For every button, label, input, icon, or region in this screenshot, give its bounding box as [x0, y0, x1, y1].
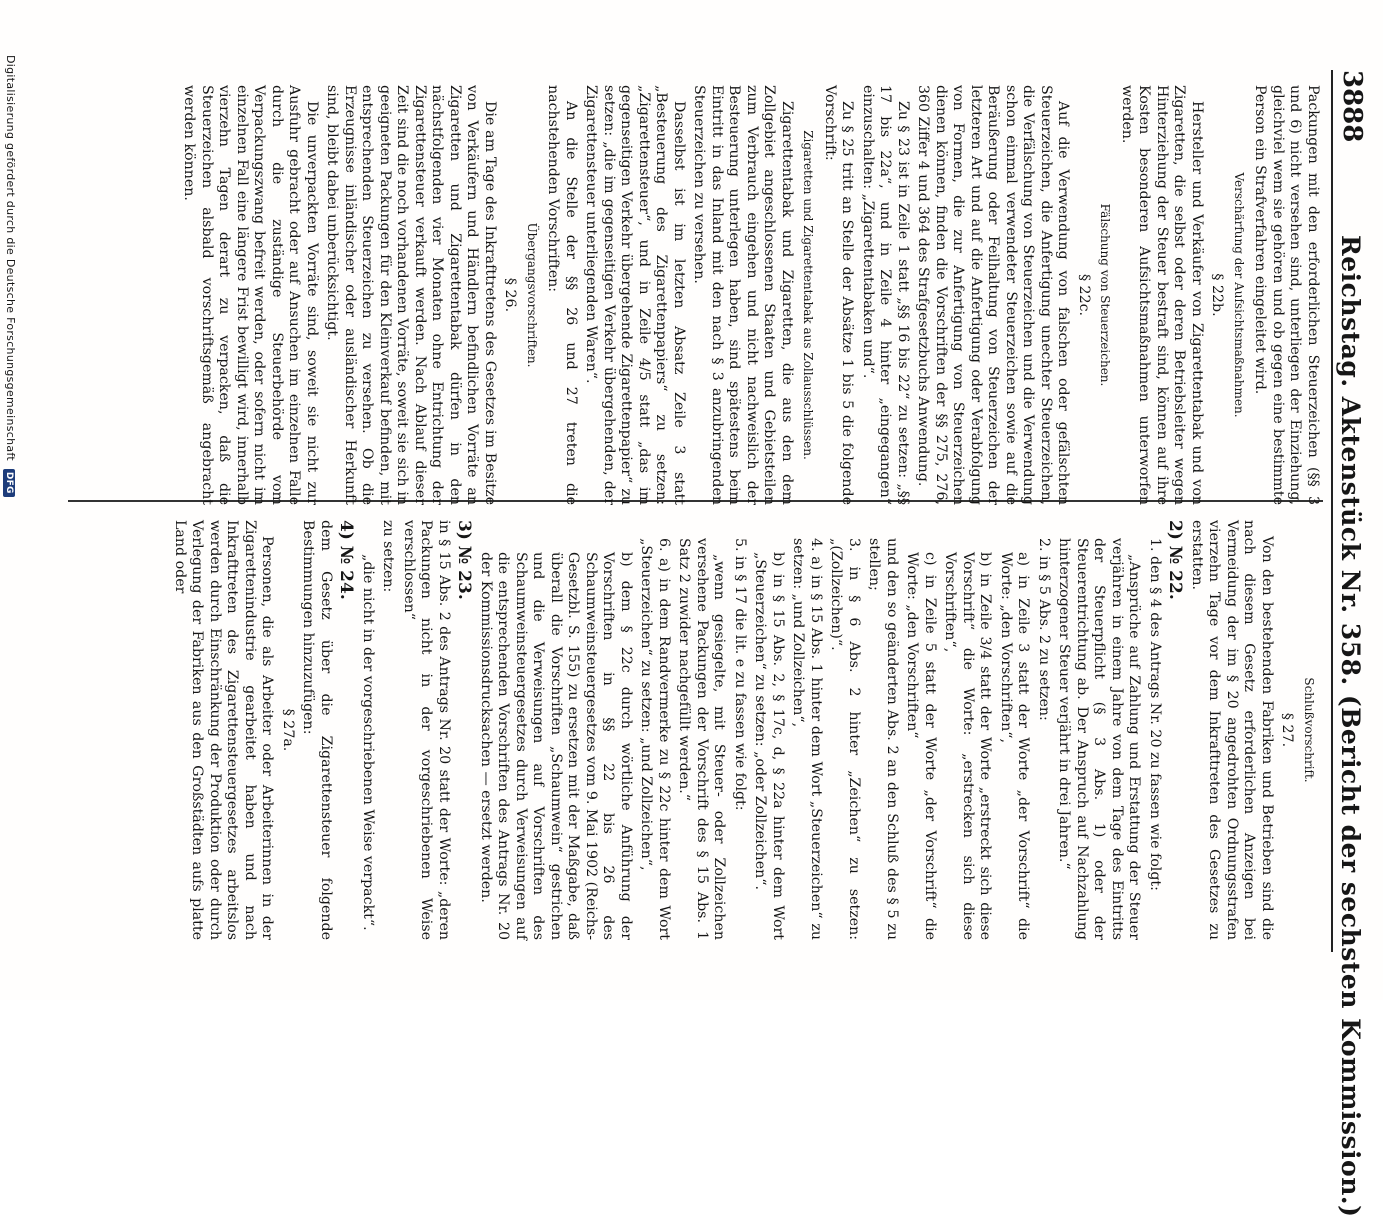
paragraph: zu setzen:	[380, 520, 397, 593]
paragraph: in § 15 Abs. 2 des Antrags Nr. 20 statt der Worte: „deren Packungen nicht in der vorgeschriebenen Weise verschlossen“	[401, 520, 452, 940]
section-heading: Fälschung von Steuerzeichen.	[1098, 203, 1113, 387]
quoted-text: „wenn gesiegelte, mit Steuer- oder Zollzeichen versehene Packungen der Vorschrift des § 15 Abs. 1 Satz 2 zuwider nachgefüllt werden.“	[676, 538, 728, 940]
left-column	[177, 85, 1321, 505]
list-item: 1. den § 4 des Antrags Nr. 20 zu fassen wie folgt:	[1147, 538, 1163, 891]
section-number: § 27a.	[280, 708, 296, 752]
paragraph: Zigarettentabak und Zigaretten, die aus den dem Zollgebiet angeschlossenen Staaten und Gebietsteilen zum Verbrauch eingehen und nicht nachweislich der Besteuerung unterlegen haben, sind spätestens beim Eintritt in das Inland mit den nach § 3 anzubringenden Steuerzeichen zu versehen.	[691, 85, 795, 505]
paragraph: Von den bestehenden Fabriken und Betrieben sind die nach diesem Gesetz erforderlichen Anzeigen bei Vermeidung der im § 20 angedrohten Ordnungsstrafen vierzehn Tage vor dem Inkrafttreten des Gesetzes zu erstatten.	[1189, 520, 1275, 940]
section-number: § 26.	[502, 277, 519, 313]
paragraph: Packungen mit den erforderlichen Steuerzeichen (§§ 3 und 6) nicht versehen sind, unterliegen der Einziehung, gleichviel wem sie gehören und ob gegen eine bestimmte Person ein Strafverfahren eingeleitet wird.	[1252, 85, 1321, 505]
list-item: b) in Zeile 3/4 statt der Worte „erstreckt sich diese Vorschrift“ die Worte: „erstrecken sich diese Vorschriften“,	[942, 552, 994, 940]
list-item: 6. a) in dem Randvermerke zu § 22c hinter dem Wort „Steuerzeichen“ zu setzen: „und Zollzeichen“,	[638, 538, 672, 940]
list-item: 4. a) in § 15 Abs. 1 hinter dem Wort „Steuerzeichen“ zu setzen: „und Zollzeichen“,	[790, 538, 824, 940]
right-column	[168, 520, 1322, 940]
paragraph: Zu § 23 ist in Zeile 1 statt „§§ 16 bis 22“ zu setzen: „§§ 17 bis 22a“, und in Zeile 4 hinter „eingegangen“ einzuschalten: „Zigarettentabaken und“.	[860, 85, 911, 505]
quoted-text: „Ansprüche auf Zahlung und Erstattung der Steuer verjähren in einem Jahre von dem Tage des Eintritts der Steuerpflicht (§ 3 Abs. 1) oder der Steuerentrichtung ab. Der Anspruch auf Nachzahlung hinterzogener Steuer verjährt in drei Jahren.“	[1056, 538, 1143, 940]
paragraph: Die am Tage des Inkrafttretens des Gesetzes im Besitze von Verkäufern und Händlern befindlichen Vorräte an Zigaretten und Zigarettentabak dürfen in den nächstfolgenden vier Monaten ohne Entrichtung der Zigarettensteuer verkauft werden. Nach Ablauf dieser Zeit sind die noch vorhandenen Vorräte, soweit sie sich in geeigneten Packungen für den Kleinverkauf befinden, mit entsprechenden Steuerzeichen zu versehen. Ob die Erzeugnisse inländischer oder ausländischer Herkunft sind, bleibt dabei unberücksichtigt.	[324, 85, 498, 505]
header-rule	[1331, 70, 1333, 952]
credit-text: Digitalisierung gefördert durch die Deutsche Forschungsgemeinschaft	[4, 55, 17, 462]
section-number: § 22b.	[1209, 273, 1226, 317]
paragraph: An die Stelle der §§ 26 und 27 treten die nachstehenden Vorschriften:	[545, 85, 579, 505]
paragraph: Dasselbst ist im letzten Absatz Zeile 3 statt „Besteuerung des Zigarettenpapiers“ zu setzen: „Zigarettensteuer“, und in Zeile 4/5 statt „das im gegenseitigen Verkehr übergehende Zigarettenpapier“ zu setzen: „die im gegenseitigen Verkehr übergehenden, der Zigarettensteuer unterliegenden Waren“.	[583, 85, 687, 505]
running-title: Reichstag. Aktenstück Nr. 358. (Bericht der sechsten Kommission.)	[1336, 235, 1365, 1217]
list-item: 3. in § 6 Abs. 2 hinter „Zeichen“ zu setzen: „(Zollzeichen)“.	[828, 538, 862, 940]
motion-number: 2) № 22.	[1165, 520, 1186, 600]
digitization-credit	[3, 55, 17, 955]
list-item: b) in § 15 Abs. 2, § 17c, d, § 22a hinter dem Wort „Steuerzeichen“ zu setzen: „oder Zollzeichen“.	[752, 552, 786, 940]
section-heading: Zigaretten und Zigarettentabak aus Zollausschlüssen.	[801, 130, 816, 460]
paragraph: dem Gesetz über die Zigarettensteuer folgende Bestimmungen hinzuzufügen:	[300, 520, 334, 940]
list-item: 5. in § 17 die lit. e zu fassen wie folgt:	[732, 538, 748, 811]
list-item: b) dem § 22c durch wörtliche Anführung der Vorschriften in §§ 22 bis 26 des Schaumweinsteuergesetzes vom 9. Mai 1902 (Reichs-Gesetzbl. S. 155) zu ersetzen mit der Maßgabe, daß überall die Vorschriften „Schaumwein“ gestrichen und die Verweisungen auf Vorschriften des Schaumweinsteuergesetzes durch Verweisungen auf die entsprechenden Vorschriften des Antrags Nr. 20 der Kommissionsdrucksachen — ersetzt werden.	[478, 552, 634, 940]
list-item: 2. in § 5 Abs. 2 zu setzen:	[1036, 538, 1052, 721]
section-number: § 27.	[1279, 712, 1296, 748]
list-item: a) in Zeile 3 statt der Worte „der Vorschrift“ die Worte: „den Vorschriften“,	[998, 552, 1032, 940]
motion-number: 4) № 24.	[336, 520, 357, 600]
section-heading: Verschärfung der Aufsichtsmaßnahmen.	[1232, 172, 1246, 418]
list-item: und den so geänderten Abs. 2 an den Schluß des § 5 zu stellen;	[866, 538, 900, 940]
paragraph: Auf die Verwendung von falschen oder gefälschten Steuerzeichen, die Anfertigung unechter Steuerzeichen, die Verfälschung von Steuerzeichen und die Verwendung schon einmal verwendeter Steuerzeichen sowie auf die Beräußerung oder Feilhaltung von Steuerzeichen der letzteren Art und auf die Anfertigung oder Verabfolgung von Formen, die zur Anfertigung von Steuerzeichen dienen können, finden die Vorschriften der §§ 275, 276, 360 Ziffer 4 und 364 des Strafgesetzbuchs Anwendung.	[915, 85, 1072, 505]
dfg-logo: DFG	[3, 469, 15, 497]
paragraph: Die unverpackten Vorräte sind, soweit sie nicht zur Ausfuhr gebracht oder auf Ansuchen im einzelnen Falle durch die zuständige Steuerbehörde vom Verpackungszwang befreit werden, oder sofern nicht im einzelnen Fall eine längere Frist bewilligt wird, innerhalb vierzehn Tagen derart zu verpacken, daß die Steuerzeichen alsbald vorschriftsgemäß angebracht werden können.	[181, 85, 320, 505]
section-heading: Übergangsvorschriften.	[525, 222, 539, 368]
section-heading: Schlußvorschrift.	[1302, 677, 1316, 783]
page-header	[1329, 70, 1369, 1217]
section-number: § 22c.	[1076, 273, 1092, 317]
motion-number: 3) № 23.	[454, 520, 475, 600]
list-item: c) in Zeile 5 statt der Worte „der Vorschrift“ die Worte: „den Vorschriften“	[904, 552, 938, 940]
paragraph: Hersteller und Verkäufer von Zigarettentabak und von Zigaretten, die selbst oder deren Betriebsleiter wegen Hinterziehung der Steuer bestraft sind, können auf ihre Kosten besonderen Aufsichtsmaßnahmen unterworfen werden.	[1119, 85, 1205, 505]
quoted-text: „die nicht in der vorgeschriebenen Weise verpackt“.	[360, 554, 376, 931]
page-number: 3888	[1337, 70, 1367, 143]
paragraph: Personen, die als Arbeiter oder Arbeiterinnen in der Zigarettenindustrie gearbeitet haben und nach Inkrafttreten des Zigarettensteuergesetzes arbeitslos werden durch Einschränkung der Produktion oder durch Verlegung der Fabriken aus den Großstädten aufs platte Land oder	[172, 520, 276, 940]
paragraph: Zu § 25 tritt an Stelle der Absätze 1 bis 5 die folgende Vorschrift:	[822, 85, 856, 505]
